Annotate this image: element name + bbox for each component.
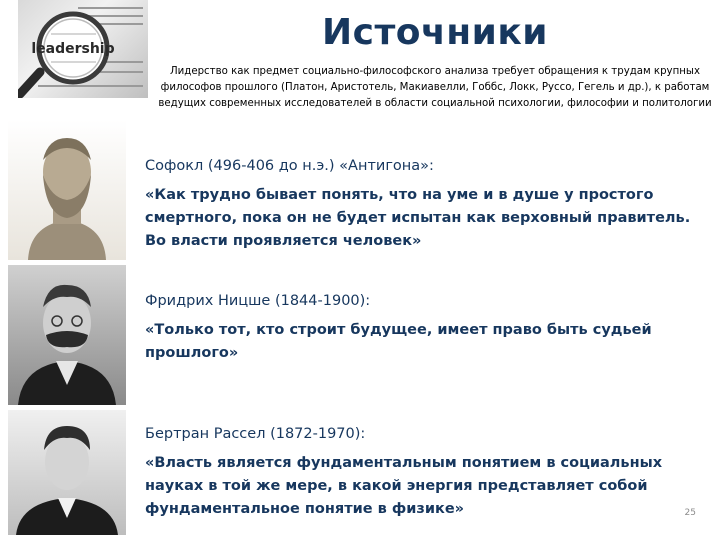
source-author: Софокл (496-406 до н.э.) «Антигона»: [145, 158, 434, 174]
source-nietzsche [145, 293, 705, 365]
sophocles-portrait [8, 120, 126, 260]
nietzsche-portrait [8, 265, 126, 405]
source-author: Бертран Рассел (1872-1970): [145, 426, 366, 442]
person-icon [8, 265, 126, 405]
page-subtitle: Лидерство как предмет социально-философского анализа требует обращения к трудам крупных философов прошлого (Платон, Аристотель, Макиавелли, Гоббс, Локк, Руссо, Гегель и др.), к работам ведущих современных исследователей в области социальной психологии, философии и политологии [158, 66, 712, 109]
page-title: Источники [321, 12, 549, 53]
source-quote: «Только тот, кто строит будущее, имеет право быть судьей прошлого» [145, 322, 652, 361]
russell-portrait [8, 410, 126, 535]
source-russell [145, 426, 705, 521]
source-quote: «Власть является фундаментальным понятием в социальных науках в той же мере, в какой энергия представляет собой фундаментальное понятие в физике» [145, 455, 663, 517]
person-icon [8, 410, 126, 535]
logo-word: leadership [31, 41, 115, 57]
source-quote: «Как трудно бывает понять, что на уме и в душе у простого смертного, пока он не будет испытан как верховный правитель. Во власти проявляется человек» [145, 187, 691, 249]
leadership-magnifier-image [18, 0, 148, 98]
page-number: 25 [684, 508, 696, 518]
source-sophocles [145, 158, 705, 253]
source-author: Фридрих Ницше (1844-1900): [145, 293, 371, 309]
magnifier-icon [18, 0, 148, 98]
bust-icon [8, 120, 126, 260]
